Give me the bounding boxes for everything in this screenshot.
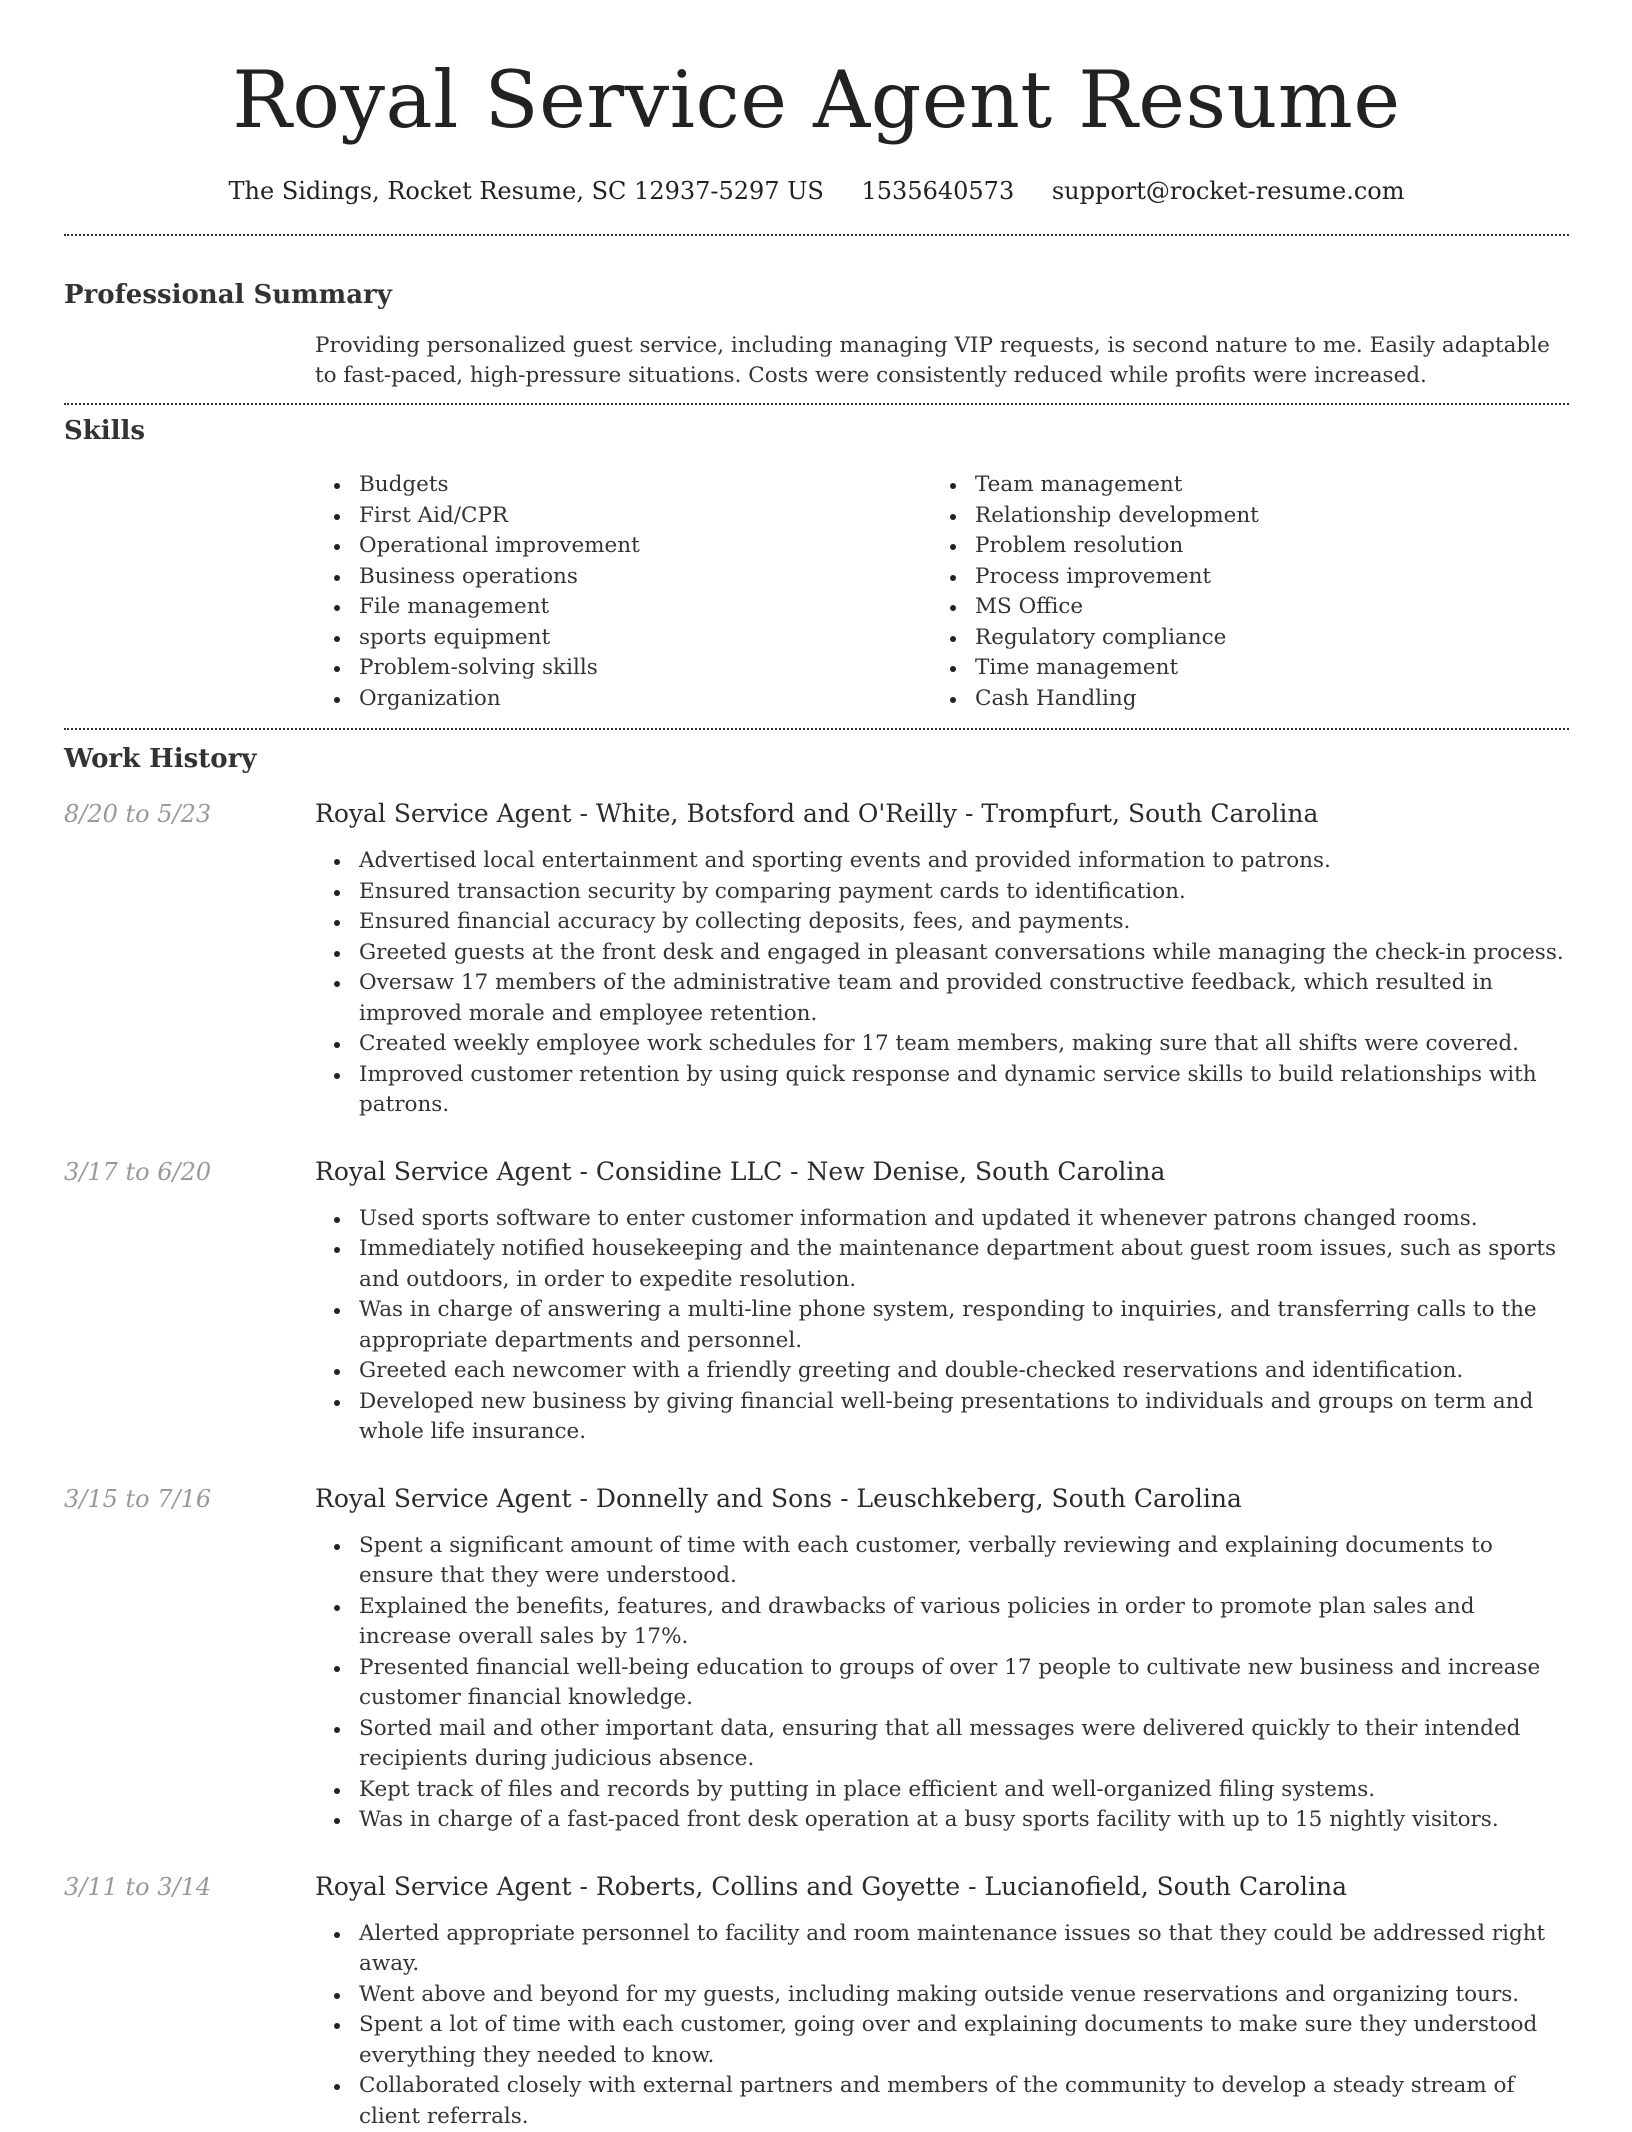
skill-item: Process improvement bbox=[931, 562, 1547, 593]
job-entry bbox=[64, 1483, 1569, 1836]
skills-heading: Skills bbox=[64, 414, 1569, 448]
skills-column-right bbox=[931, 470, 1547, 714]
job-bullet: Was in charge of a fast-paced front desk operation at a busy sports facility with up to 15 nightly visitors. bbox=[315, 1805, 1569, 1836]
job-details bbox=[315, 798, 1569, 1121]
divider bbox=[64, 403, 1569, 405]
job-details bbox=[315, 1483, 1569, 1836]
page-title: Royal Service Agent Resume bbox=[64, 52, 1569, 148]
job-bullet: Sorted mail and other important data, ensuring that all messages were delivered quickly to their intended recipients during judicious absence. bbox=[315, 1714, 1569, 1775]
job-bullet: Greeted guests at the front desk and engaged in pleasant conversations while managing the check-in process. bbox=[315, 938, 1569, 969]
contact-phone: 1535640573 bbox=[862, 177, 1015, 205]
resume-page bbox=[64, 0, 1569, 2132]
job-dates: 3/17 to 6/20 bbox=[64, 1156, 315, 1448]
job-bullet: Alerted appropriate personnel to facility and room maintenance issues so that they could be addressed right away. bbox=[315, 1919, 1569, 1980]
job-bullet: Oversaw 17 members of the administrative team and provided constructive feedback, which resulted in improved morale and employee retention. bbox=[315, 968, 1569, 1029]
job-bullet: Spent a significant amount of time with each customer, verbally reviewing and explaining documents to ensure that they were understood. bbox=[315, 1531, 1569, 1592]
job-bullet: Created weekly employee work schedules for 17 team members, making sure that all shifts were covered. bbox=[315, 1029, 1569, 1060]
skill-item: First Aid/CPR bbox=[315, 501, 931, 532]
contact-email: support@rocket-resume.com bbox=[1052, 177, 1405, 205]
job-bullet: Ensured financial accuracy by collecting deposits, fees, and payments. bbox=[315, 907, 1569, 938]
job-entry bbox=[64, 1871, 1569, 2132]
job-details bbox=[315, 1156, 1569, 1448]
skill-item: sports equipment bbox=[315, 623, 931, 654]
job-bullet: Immediately notified housekeeping and the maintenance department about guest room issues, such as sports and outdoors, in order to expedite resolution. bbox=[315, 1234, 1569, 1295]
work-section bbox=[64, 742, 1569, 2132]
job-bullets bbox=[315, 846, 1569, 1121]
job-title: Royal Service Agent - White, Botsford and O'Reilly - Trompfurt, South Carolina bbox=[315, 798, 1569, 830]
job-title: Royal Service Agent - Roberts, Collins and Goyette - Lucianofield, South Carolina bbox=[315, 1871, 1569, 1903]
contact-address: The Sidings, Rocket Resume, SC 12937-5297 US bbox=[229, 177, 824, 205]
skills-section bbox=[64, 414, 1569, 714]
divider bbox=[64, 234, 1569, 236]
job-bullet: Explained the benefits, features, and drawbacks of various policies in order to promote plan sales and increase overall sales by 17%. bbox=[315, 1592, 1569, 1653]
job-title: Royal Service Agent - Donnelly and Sons - Leuschkeberg, South Carolina bbox=[315, 1483, 1569, 1515]
job-bullets bbox=[315, 1919, 1569, 2132]
skill-item: Organization bbox=[315, 684, 931, 715]
skill-item: File management bbox=[315, 592, 931, 623]
job-bullet: Used sports software to enter customer information and updated it whenever patrons changed rooms. bbox=[315, 1204, 1569, 1235]
job-bullet: Advertised local entertainment and sporting events and provided information to patrons. bbox=[315, 846, 1569, 877]
job-dates: 3/11 to 3/14 bbox=[64, 1871, 315, 2132]
job-bullet: Kept track of files and records by putting in place efficient and well-organized filing systems. bbox=[315, 1775, 1569, 1806]
skill-item: Business operations bbox=[315, 562, 931, 593]
job-bullet: Improved customer retention by using quick response and dynamic service skills to build relationships with patrons. bbox=[315, 1060, 1569, 1121]
skill-item: Problem-solving skills bbox=[315, 653, 931, 684]
skill-item: Team management bbox=[931, 470, 1547, 501]
skill-item: Cash Handling bbox=[931, 684, 1547, 715]
summary-section bbox=[64, 278, 1569, 391]
job-title: Royal Service Agent - Considine LLC - New Denise, South Carolina bbox=[315, 1156, 1569, 1188]
job-dates: 8/20 to 5/23 bbox=[64, 798, 315, 1121]
skill-item: Budgets bbox=[315, 470, 931, 501]
job-entry bbox=[64, 798, 1569, 1121]
job-bullets bbox=[315, 1204, 1569, 1448]
skill-item: Relationship development bbox=[931, 501, 1547, 532]
skill-item: MS Office bbox=[931, 592, 1547, 623]
skill-item: Time management bbox=[931, 653, 1547, 684]
job-bullets bbox=[315, 1531, 1569, 1836]
summary-text: Providing personalized guest service, including managing VIP requests, is second nature to me. Easily adaptable to fast-paced, high-pressure situations. Costs were consistently reduced while profits were increased. bbox=[315, 331, 1569, 391]
job-dates: 3/15 to 7/16 bbox=[64, 1483, 315, 1836]
job-details bbox=[315, 1871, 1569, 2132]
job-entry bbox=[64, 1156, 1569, 1448]
job-bullet: Presented financial well-being education to groups of over 17 people to cultivate new business and increase customer financial knowledge. bbox=[315, 1653, 1569, 1714]
skill-item: Problem resolution bbox=[931, 531, 1547, 562]
job-bullet: Developed new business by giving financial well-being presentations to individuals and groups on term and whole life insurance. bbox=[315, 1387, 1569, 1448]
job-bullet: Greeted each newcomer with a friendly greeting and double-checked reservations and identification. bbox=[315, 1356, 1569, 1387]
divider bbox=[64, 728, 1569, 730]
job-bullet: Collaborated closely with external partners and members of the community to develop a steady stream of client referrals. bbox=[315, 2071, 1569, 2132]
contact-line bbox=[64, 176, 1569, 206]
skill-item: Operational improvement bbox=[315, 531, 931, 562]
work-heading: Work History bbox=[64, 742, 1569, 776]
job-bullet: Spent a lot of time with each customer, going over and explaining documents to make sure they understood everything they needed to know. bbox=[315, 2010, 1569, 2071]
job-bullet: Was in charge of answering a multi-line phone system, responding to inquiries, and transferring calls to the appropriate departments and personnel. bbox=[315, 1295, 1569, 1356]
summary-heading: Professional Summary bbox=[64, 278, 1569, 312]
skills-column-left bbox=[315, 470, 931, 714]
skill-item: Regulatory compliance bbox=[931, 623, 1547, 654]
skills-list bbox=[315, 470, 1569, 714]
job-bullet: Went above and beyond for my guests, including making outside venue reservations and organizing tours. bbox=[315, 1980, 1569, 2011]
job-bullet: Ensured transaction security by comparing payment cards to identification. bbox=[315, 877, 1569, 908]
